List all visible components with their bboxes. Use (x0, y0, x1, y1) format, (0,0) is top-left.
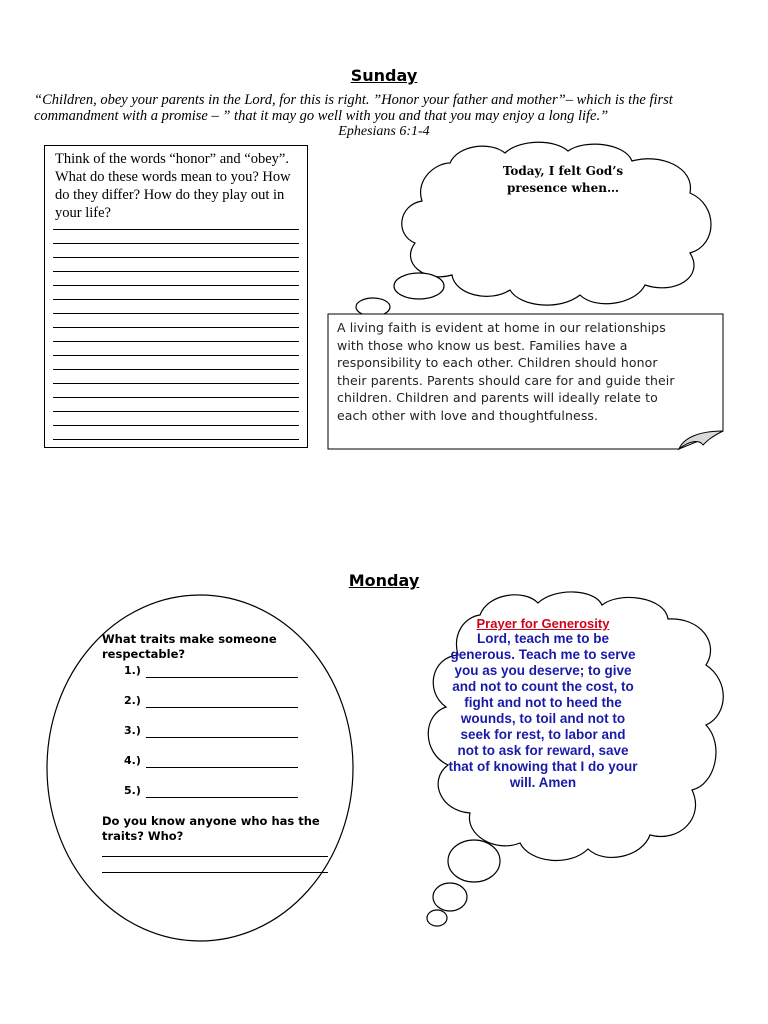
writing-line[interactable] (53, 271, 299, 272)
prayer-line: wounds, to toil and not to (460, 711, 626, 726)
writing-line[interactable] (53, 355, 299, 356)
scripture-verse-line-1: “Children, obey your parents in the Lord, for this is right. ”Honor your father and mother”– which is the first (34, 92, 673, 108)
scripture-verse-line-2: commandment with a promise – ” that it may go well with you and that you may enjoy a long life.” (34, 108, 609, 124)
note-line: with those who know us best. Families have a (337, 337, 628, 353)
trait-answer-line[interactable] (146, 797, 298, 798)
trait-answer-line[interactable] (146, 707, 298, 708)
prayer-line: not to ask for reward, save (457, 743, 629, 758)
monday-title: Monday (348, 571, 420, 590)
note-line: responsibility to each other. Children should honor (337, 355, 658, 370)
trait-answer-line[interactable] (146, 767, 298, 768)
writing-line[interactable] (53, 229, 299, 230)
note-line: each other with love and thoughtfulness. (337, 407, 599, 423)
prayer-line: and not to count the cost, to (452, 679, 634, 694)
prayer-line: that of knowing that I do your (448, 759, 638, 774)
writing-line[interactable] (53, 341, 299, 342)
prayer-body (438, 631, 648, 791)
trait-answer-line[interactable] (146, 677, 298, 678)
trait-number: 4.) (124, 754, 141, 767)
writing-line[interactable] (53, 243, 299, 244)
note-line: A living faith is evident at home in our relationships (337, 320, 666, 335)
prayer-line: seek for rest, to labor and (460, 727, 626, 742)
writing-line[interactable] (53, 369, 299, 370)
writing-line[interactable] (53, 299, 299, 300)
note-line: children. Children and parents will ideally relate to (337, 390, 658, 405)
sunday-title: Sunday (350, 66, 418, 85)
prayer-title: Prayer for Generosity (476, 616, 610, 631)
trait-number: 1.) (124, 664, 141, 677)
writing-line[interactable] (53, 411, 299, 412)
reflection-box (44, 145, 308, 448)
note-text (337, 319, 722, 424)
who-answer-line[interactable] (102, 856, 328, 857)
writing-line[interactable] (53, 397, 299, 398)
traits-question: What traits make someone respectable? (102, 632, 277, 661)
prayer-line: you as you deserve; to give (454, 663, 632, 678)
trait-answer-line[interactable] (146, 737, 298, 738)
writing-line[interactable] (53, 285, 299, 286)
writing-line[interactable] (53, 313, 299, 314)
writing-line[interactable] (53, 383, 299, 384)
reflection-prompt: Think of the words “honor” and “obey”. What do these words mean to you? How do they differ? How do they play out in your life? (55, 151, 291, 221)
note-line: their parents. Parents should care for and guide their (337, 372, 675, 388)
prayer-line: generous. Teach me to serve (450, 647, 636, 662)
thought-cloud-text: Today, I felt God’s presence when… (502, 164, 624, 195)
trait-number: 2.) (124, 694, 141, 707)
prayer-line: will. Amen (509, 775, 577, 790)
prayer-line: Lord, teach me to be (476, 631, 610, 646)
trait-number: 3.) (124, 724, 141, 737)
writing-line[interactable] (53, 425, 299, 426)
writing-line[interactable] (53, 439, 299, 440)
writing-line[interactable] (53, 327, 299, 328)
know-question: Do you know anyone who has the traits? Who? (102, 814, 320, 843)
trait-number: 5.) (124, 784, 141, 797)
scripture-reference: Ephesians 6:1-4 (338, 124, 430, 139)
writing-line[interactable] (53, 257, 299, 258)
who-answer-line[interactable] (102, 872, 328, 873)
prayer-line: fight and not to heed the (464, 695, 622, 710)
